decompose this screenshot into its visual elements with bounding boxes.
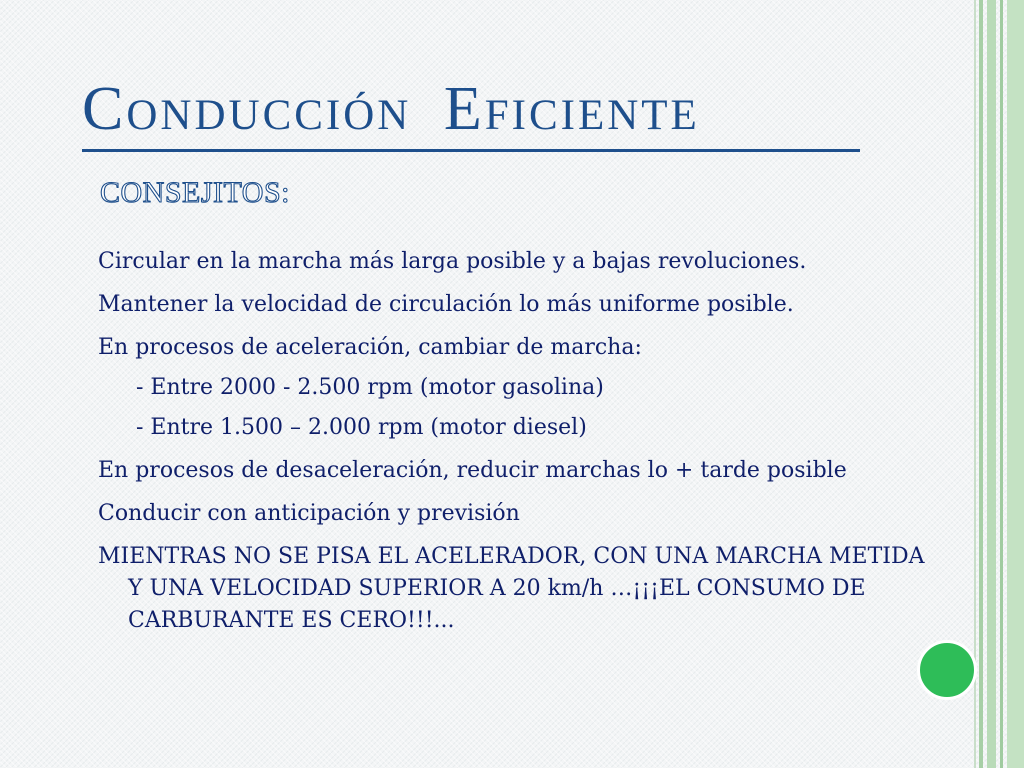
stripe: [1000, 0, 1003, 768]
green-circle-decoration: [917, 640, 977, 700]
stripe: [979, 0, 983, 768]
tip-subitem: - Entre 1.500 – 2.000 rpm (motor diesel): [136, 415, 587, 440]
tips-list: [98, 246, 938, 648]
tip-item: En procesos de aceleración, cambiar de marcha:: [98, 335, 642, 360]
stripe: [987, 0, 996, 768]
slide-subtitle: CONSEJITOS:: [100, 176, 290, 209]
tip-item: MIENTRAS NO SE PISA EL ACELERADOR, CON UNA MARCHA METIDA Y UNA VELOCIDAD SUPERIOR A 20 km/h …¡¡¡EL CONSUMO DE CARBURANTE ES CERO!!!...: [98, 544, 925, 633]
tip-item: Conducir con anticipación y previsión: [98, 501, 520, 526]
decorative-side-stripes: [974, 0, 1024, 768]
title-underline: [82, 149, 860, 152]
stripe: [1007, 0, 1024, 768]
tip-item: Circular en la marcha más larga posible y a bajas revoluciones.: [98, 249, 807, 274]
tip-subitem: - Entre 2000 - 2.500 rpm (motor gasolina): [136, 375, 604, 400]
tip-item: Mantener la velocidad de circulación lo más uniforme posible.: [98, 292, 794, 317]
tip-item: En procesos de desaceleración, reducir marchas lo + tarde posible: [98, 458, 847, 483]
stripe: [974, 0, 976, 768]
slide-title: Conducción Eficiente: [82, 75, 700, 143]
